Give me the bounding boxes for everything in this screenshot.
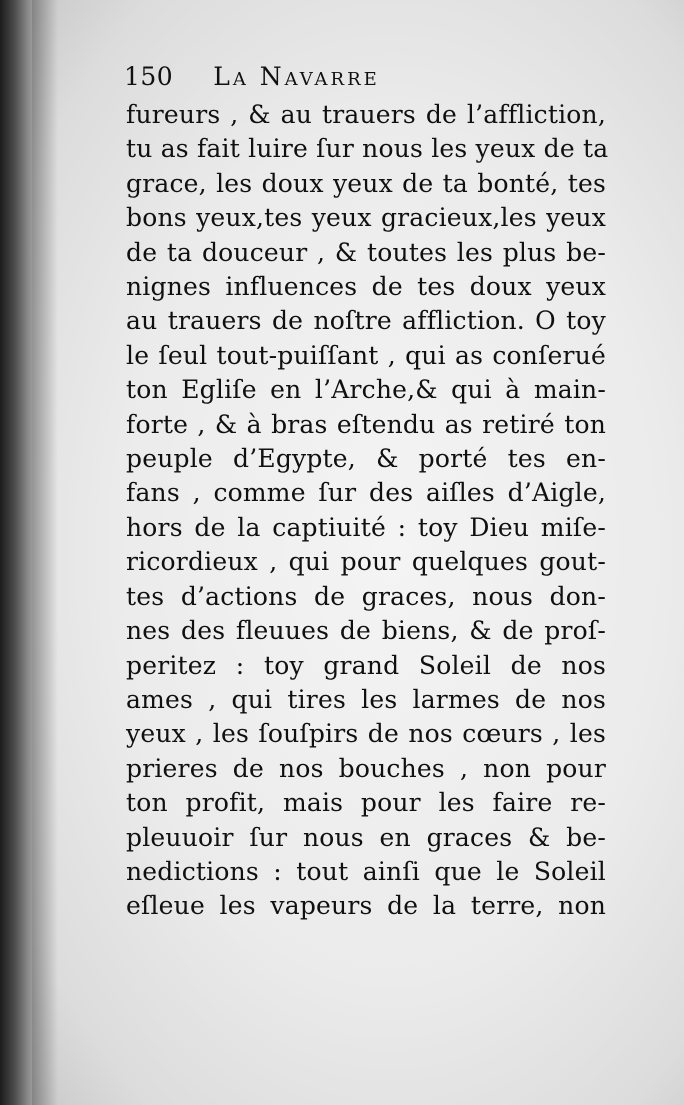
text-line: nignes influences de tes doux yeux	[126, 272, 606, 302]
text-line: forte , & à bras eſtendu as retiré ton	[126, 409, 606, 439]
text-line: prieres de nos bouches , non pour	[126, 753, 606, 783]
text-line: grace, les doux yeux de ta bonté, tes	[126, 168, 606, 198]
text-line: le ſeul tout-puiſſant , qui as conſerué	[126, 340, 606, 370]
text-line: tu as fait luire ſur nous les yeux de ta	[126, 134, 609, 164]
text-line: bons yeux,tes yeux gracieux,les yeux	[126, 203, 606, 233]
text-line: fans , comme ſur des aiſles d’Aigle,	[126, 478, 606, 508]
text-line: fureurs , & au trauers de l’affliction,	[126, 100, 606, 129]
text-line: ames , qui tires les larmes de nos	[126, 684, 606, 714]
text-line: nes des fleuues de biens, & de proſ-	[126, 616, 606, 646]
text-line: eſleue les vapeurs de la terre, non	[126, 891, 606, 921]
body-text	[126, 98, 609, 924]
text-line: ton profit, mais pour les faire re-	[126, 788, 606, 818]
text-line: hors de la captiuité : toy Dieu miſe-	[126, 512, 606, 542]
gutter-shadow	[32, 0, 58, 1105]
text-line: de ta douceur , & toutes les plus be-	[126, 237, 606, 267]
page-header	[124, 62, 380, 102]
text-line: au trauers de noſtre affliction. O toy	[126, 306, 606, 336]
text-line: peuple d’Egypte, & porté tes en-	[126, 444, 606, 474]
page-number: 150	[124, 62, 174, 91]
text-line: yeux , les ſouſpirs de nos cœurs , les	[126, 719, 606, 749]
running-title: La Navarre	[213, 62, 380, 91]
text-line: nedictions : tout ainſi que le Soleil	[126, 856, 606, 886]
text-line: tes d’actions de graces, nous don-	[126, 581, 606, 611]
text-line: peritez : toy grand Soleil de nos	[126, 650, 606, 680]
text-line: pleuuoir ſur nous en graces & be-	[126, 822, 606, 852]
text-line: ricordieux , qui pour quelques gout-	[126, 547, 606, 577]
text-line: ton Egliſe en l’Arche,& qui à main-	[126, 375, 606, 405]
